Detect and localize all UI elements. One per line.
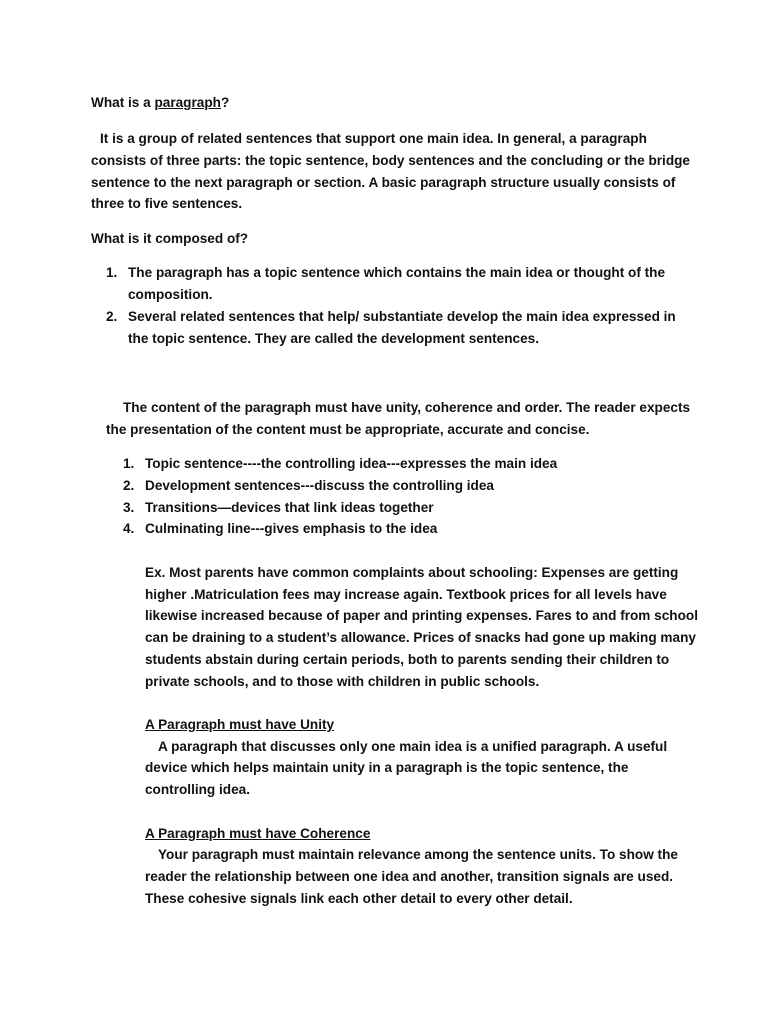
- content-line-2: the presentation of the content must be appropriate, accurate and concise.: [106, 422, 590, 437]
- example-line-6: private schools, and to those with children in public schools.: [145, 674, 540, 689]
- unity-line-3: controlling idea.: [145, 782, 250, 797]
- example-line-4: can be draining to a student’s allowance. Prices of snacks had gone up making many: [145, 630, 696, 645]
- list2-number-3: 3.: [123, 500, 135, 515]
- question-prefix: What is a: [91, 95, 155, 110]
- list2-item-2: Development sentences---discuss the controlling idea: [145, 478, 494, 493]
- coherence-heading: A Paragraph must have Coherence: [145, 826, 371, 841]
- list2-item-1: Topic sentence----the controlling idea---expresses the main idea: [145, 456, 558, 471]
- intro-line-3: sentence to the next paragraph or section. A basic paragraph structure usually consists of: [91, 175, 676, 190]
- list2-number-2: 2.: [123, 478, 135, 493]
- list1-item-1-line-1: The paragraph has a topic sentence which contains the main idea or thought of the: [128, 265, 666, 280]
- list1-item-2-line-1: Several related sentences that help/ substantiate develop the main idea expressed in: [128, 309, 676, 324]
- unity-heading: A Paragraph must have Unity: [145, 717, 335, 732]
- paragraph-link[interactable]: paragraph: [154, 95, 221, 110]
- list2-number-4: 4.: [123, 521, 135, 536]
- example-line-5: students abstain during certain periods, both to parents sending their children to: [145, 652, 670, 667]
- coherence-line-3: These cohesive signals link each other detail to every other detail.: [145, 891, 573, 906]
- list2-item-4: Culminating line---gives emphasis to the idea: [145, 521, 438, 536]
- coherence-line-2: reader the relationship between one idea and another, transition signals are used.: [145, 869, 674, 884]
- unity-line-2: device which helps maintain unity in a paragraph is the topic sentence, the: [145, 760, 629, 775]
- intro-line-2: consists of three parts: the topic sentence, body sentences and the concluding or the bridge: [91, 153, 690, 168]
- content-line-1: The content of the paragraph must have unity, coherence and order. The reader expects: [123, 400, 691, 415]
- example-line-3: likewise increased because of paper and printing expenses. Fares to and from school: [145, 608, 698, 623]
- coherence-line-1: Your paragraph must maintain relevance among the sentence units. To show the: [158, 847, 678, 862]
- intro-line-4: three to five sentences.: [91, 196, 243, 211]
- list1-number-1: 1.: [106, 265, 118, 280]
- example-line-2: higher .Matriculation fees may increase again. Textbook prices for all levels have: [145, 587, 667, 602]
- example-line-1: Ex. Most parents have common complaints about schooling: Expenses are getting: [145, 565, 679, 580]
- list1-item-2-line-2: the topic sentence. They are called the development sentences.: [128, 331, 539, 346]
- question-composition: What is it composed of?: [91, 231, 249, 246]
- list2-item-3: Transitions—devices that link ideas together: [145, 500, 434, 515]
- question-suffix: ?: [220, 95, 230, 110]
- list1-item-1-line-2: composition.: [128, 287, 213, 302]
- list1-number-2: 2.: [106, 309, 118, 324]
- intro-line-1: It is a group of related sentences that support one main idea. In general, a paragraph: [100, 131, 647, 146]
- question-what-is-paragraph: [91, 95, 229, 111]
- unity-line-1: A paragraph that discusses only one main idea is a unified paragraph. A useful: [158, 739, 668, 754]
- list2-number-1: 1.: [123, 456, 135, 471]
